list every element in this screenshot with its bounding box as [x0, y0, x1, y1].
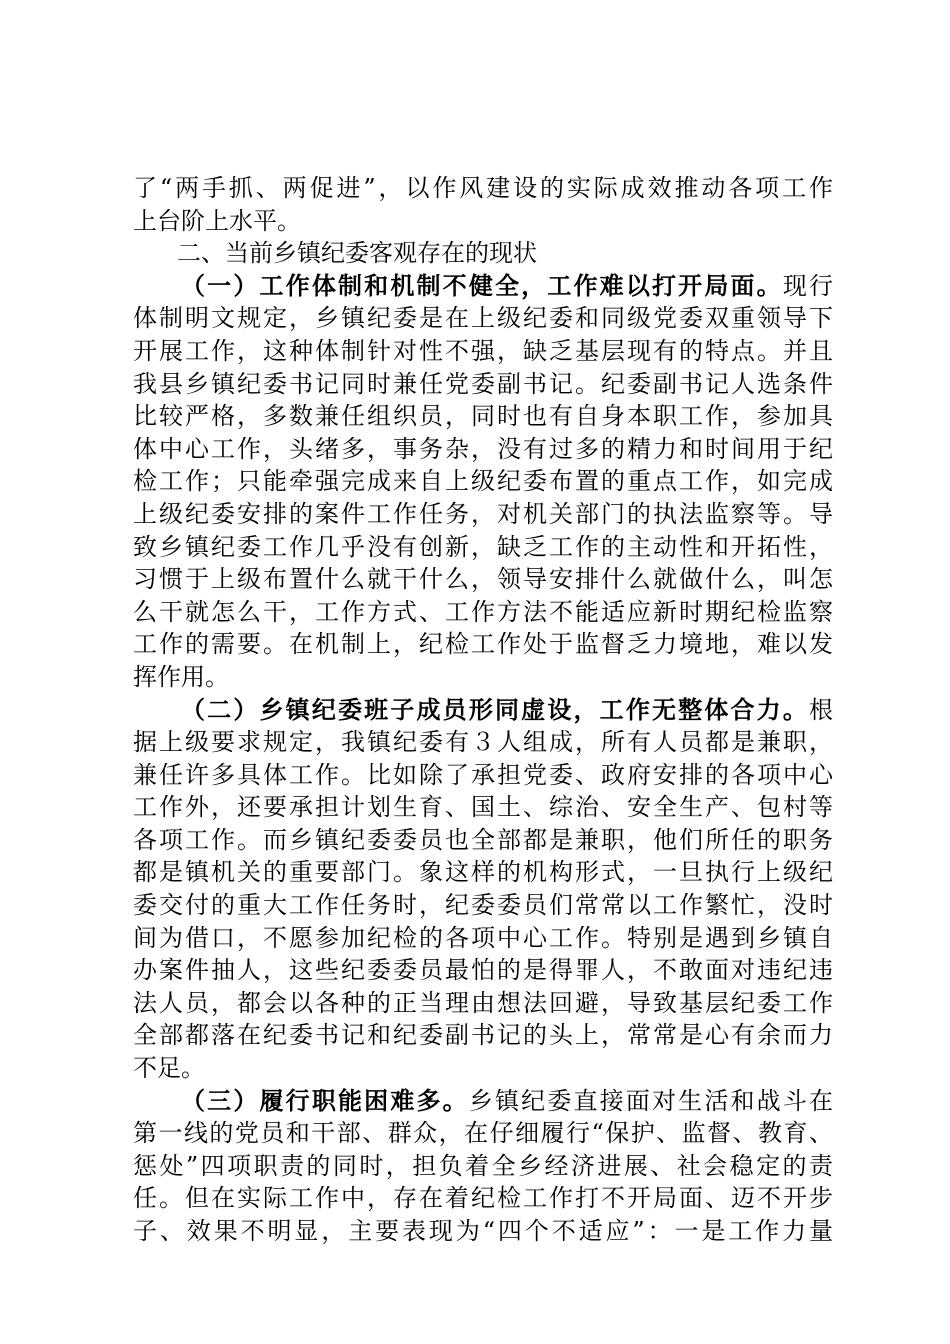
text-line: 比较严格，多数兼任组织员，同时也有自身本职工作，参加具	[133, 402, 833, 431]
section-heading-container	[133, 237, 833, 270]
paragraph-text: 乡镇纪委直接面对生活和战斗在	[468, 1086, 834, 1115]
text-line: 各项工作。而乡镇纪委委员也全部都是兼职，他们所任的职务	[133, 825, 833, 854]
text-line: 上台阶上水平。	[133, 206, 301, 235]
text-line: 办案件抽人，这些纪委委员最怕的是得罪人，不敢面对违纪违	[133, 956, 833, 985]
text-line: 第一线的党员和干部、群众，在仔细履行“保护、监督、教育、	[133, 1119, 833, 1148]
paragraph-text: 现行	[782, 271, 834, 300]
text-line: 么干就怎么干，工作方式、工作方法不能适应新时期纪检监察	[133, 597, 833, 626]
text-line: 工作的需要。在机制上，纪检工作处于监督乏力境地，难以发	[133, 630, 833, 659]
paragraph-lead: （一）工作体制和机制不健全，工作难以打开局面。	[181, 271, 783, 300]
text-line: 据上级要求规定，我镇纪委有３人组成，所有人员都是兼职，	[133, 728, 833, 757]
text-line: 体制明文规定，乡镇纪委是在上级纪委和同级党委双重领导下	[133, 304, 833, 333]
text-line: 间为借口，不愿参加纪检的各项中心工作。特别是遇到乡镇自	[133, 923, 833, 952]
paragraph-first-line	[133, 694, 833, 727]
text-line: 我县乡镇纪委书记同时兼任党委副书记。纪委副书记人选条件	[133, 369, 833, 398]
text-line: 挥作用。	[133, 662, 229, 691]
text-line: 兼任许多具体工作。比如除了承担党委、政府安排的各项中心	[133, 760, 833, 789]
paragraph-lead: （三）履行职能困难多。	[181, 1086, 469, 1115]
paragraph-text: 根	[809, 695, 833, 724]
text-line: 任。但在实际工作中，存在着纪检工作打不开局面、迈不开步	[133, 1184, 833, 1213]
text-line: 惩处”四项职责的同时，担负着全乡经济进展、社会稳定的责	[133, 1151, 833, 1180]
text-line: 上级纪委安排的案件工作任务，对机关部门的执法监察等。导	[133, 499, 833, 528]
text-line: 全部都落在纪委书记和纪委副书记的头上，常常是心有余而力	[133, 1021, 833, 1050]
text-line: 体中心工作，头绪多，事务杂，没有过多的精力和时间用于纪	[133, 434, 833, 463]
text-line: 开展工作，这种体制针对性不强，缺乏基层现有的特点。并且	[133, 336, 833, 365]
section-heading: 二、当前乡镇纪委客观存在的现状	[177, 239, 537, 268]
text-line: 习惯于上级布置什么就干什么，领导安排什么就做什么，叫怎	[133, 565, 833, 594]
text-line: 了“两手抓、两促进”，以作风建设的实际成效推动各项工作	[133, 174, 833, 202]
paragraph-lead: （二）乡镇纪委班子成员形同虚设，工作无整体合力。	[181, 695, 809, 724]
document-page	[133, 172, 833, 1248]
paragraph-first-line	[133, 1085, 833, 1118]
text-line: 子、效果不明显，主要表现为“四个不适应”：一是工作力量	[133, 1217, 833, 1245]
paragraph-first-line	[133, 270, 833, 303]
text-line: 工作外，还要承担计划生育、国土、综治、安全生产、包村等	[133, 793, 833, 822]
text-line: 都是镇机关的重要部门。象这样的机构形式，一旦执行上级纪	[133, 858, 833, 887]
text-line: 检工作；只能牵强完成来自上级纪委布置的重点工作，如完成	[133, 467, 833, 496]
text-line: 致乡镇纪委工作几乎没有创新，缺乏工作的主动性和开拓性，	[133, 532, 833, 561]
text-line: 不足。	[133, 1054, 205, 1083]
text-line: 委交付的重大工作任务时，纪委委员们常常以工作繁忙，没时	[133, 891, 833, 920]
text-line: 法人员，都会以各种的正当理由想法回避，导致基层纪委工作	[133, 988, 833, 1017]
